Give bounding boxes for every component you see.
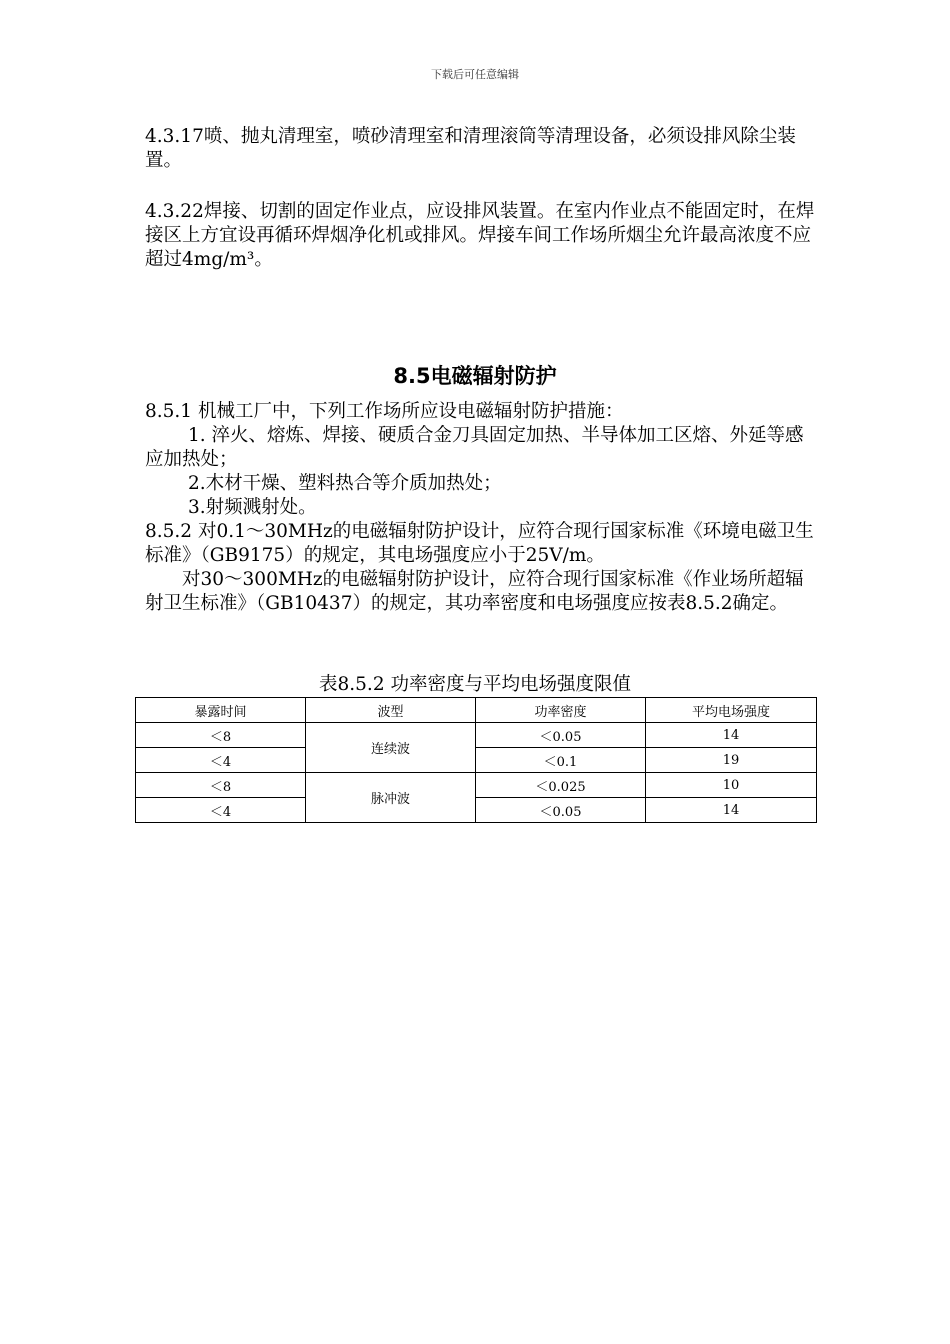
paragraph-4-3-22: 4.3.22焊接、切割的固定作业点，应设排风装置。在室内作业点不能固定时，在焊接区上方宜设再循环焊烟净化机或排风。焊接车间工作场所烟尘允许最高浓度不应超过4mg/m³。 xyxy=(145,201,815,270)
column-header-power-density: 功率密度 xyxy=(476,698,646,723)
cell-power-density: ＜0.025 xyxy=(476,773,646,798)
list-item-2: 2.木材干燥、塑料热合等介质加热处； xyxy=(188,473,502,494)
paragraph-4-3-17: 4.3.17喷、抛丸清理室，喷砂清理室和清理滚筒等清理设备，必须设排风除尘装置。 xyxy=(145,126,796,171)
cell-power-density: ＜0.1 xyxy=(476,748,646,773)
list-item-1: 1. 淬火、熔炼、焊接、硬质合金刀具固定加热、半导体加工区熔、外延等感应加热处； xyxy=(145,425,804,470)
table-header-row xyxy=(136,698,817,723)
clause-8-5-2-continued: 对30～300MHz的电磁辐射防护设计，应符合现行国家标准《作业场所超辐射卫生标准》（GB10437）的规定，其功率密度和电场强度应按表8.5.2确定。 xyxy=(145,569,804,614)
section-body xyxy=(145,400,815,616)
clause-8-5-2: 8.5.2 对0.1～30MHz的电磁辐射防护设计，应符合现行国家标准《环境电磁卫生标准》（GB9175）的规定，其电场强度应小于25V/m。 xyxy=(145,521,814,566)
cell-exposure-time: ＜4 xyxy=(136,798,306,823)
cell-power-density: ＜0.05 xyxy=(476,723,646,748)
cell-wave-type: 脉冲波 xyxy=(306,773,476,823)
cell-wave-type: 连续波 xyxy=(306,723,476,773)
cell-field-strength: 14 xyxy=(646,798,817,823)
table-row xyxy=(136,748,817,773)
cell-field-strength: 19 xyxy=(646,748,817,773)
cell-field-strength: 14 xyxy=(646,723,817,748)
cell-exposure-time: ＜8 xyxy=(136,723,306,748)
table-row xyxy=(136,798,817,823)
limits-table xyxy=(135,697,817,823)
header-note: 下载后可任意编辑 xyxy=(431,68,519,81)
column-header-exposure-time: 暴露时间 xyxy=(136,698,306,723)
column-header-wave-type: 波型 xyxy=(306,698,476,723)
column-header-field-strength: 平均电场强度 xyxy=(646,698,817,723)
clause-8-5-1: 8.5.1 机械工厂中，下列工作场所应设电磁辐射防护措施： xyxy=(145,401,624,422)
table-caption: 表8.5.2 功率密度与平均电场强度限值 xyxy=(319,674,631,695)
list-item-3: 3.射频溅射处。 xyxy=(188,497,317,518)
table-row xyxy=(136,723,817,748)
cell-exposure-time: ＜8 xyxy=(136,773,306,798)
cell-field-strength: 10 xyxy=(646,773,817,798)
cell-exposure-time: ＜4 xyxy=(136,748,306,773)
section-title: 8.5电磁辐射防护 xyxy=(393,364,557,388)
cell-power-density: ＜0.05 xyxy=(476,798,646,823)
table-row xyxy=(136,773,817,798)
